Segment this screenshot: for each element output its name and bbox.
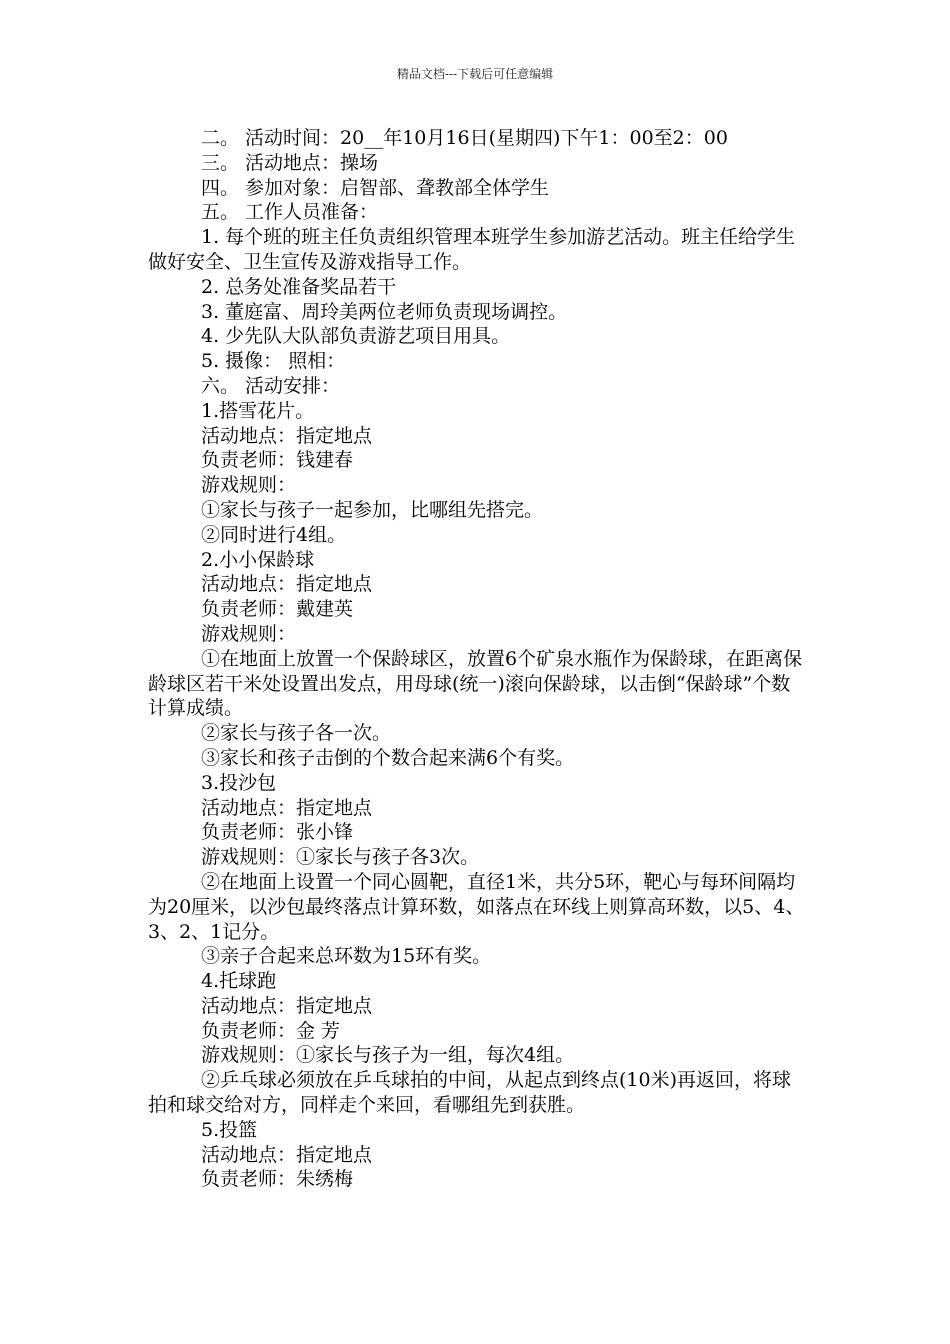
paragraph-staff-heading: 五。 工作人员准备：: [201, 201, 379, 224]
paragraph-game-3-title: 3.投沙包: [201, 771, 277, 794]
paragraph-game-3-rule-1: 游戏规则：①家长与孩子各3次。: [201, 846, 480, 869]
document-body: [148, 126, 808, 1192]
paragraph-game-1-rules-heading: 游戏规则：: [201, 474, 297, 497]
paragraph-schedule-heading: 六。 活动安排：: [201, 374, 341, 397]
paragraph-activity-location: 三。 活动地点：操场: [201, 151, 379, 174]
paragraph-game-4-rule-1: 游戏规则：①家长与孩子为一组，每次4组。: [201, 1044, 575, 1067]
paragraph-game-5-location: 活动地点：指定地点: [201, 1143, 373, 1166]
paragraph-game-1-rule-2: ②同时进行4组。: [201, 523, 347, 546]
paragraph-game-5-teacher: 负责老师：朱绣梅: [201, 1168, 354, 1191]
paragraph-staff-item-2: 2. 总务处准备奖品若干: [201, 275, 397, 298]
paragraph-game-4-rule-2: ②乒乓球必须放在乒乓球拍的中间，从起点到终点(10米)再返回，将球拍和球交给对方，同样走个来回，看哪组先到获胜。: [148, 1069, 792, 1117]
paragraph-game-2-rule-1: ①在地面上放置一个保龄球区，放置6个矿泉水瓶作为保龄球，在距离保龄球区若干米处设置出发点，用母球(统一)滚向保龄球，以击倒“保龄球”个数计算成绩。: [148, 647, 803, 720]
paragraph-game-1-teacher: 负责老师：钱建春: [201, 449, 354, 472]
paragraph-staff-item-1: 1. 每个班的班主任负责组织管理本班学生参加游艺活动。班主任给学生做好安全、卫生宣传及游戏指导工作。: [148, 226, 796, 273]
paragraph-game-2-rules-heading: 游戏规则：: [201, 622, 297, 645]
paragraph-game-2-location: 活动地点：指定地点: [201, 573, 373, 596]
paragraph-game-4-title: 4.托球跑: [201, 970, 277, 993]
paragraph-game-3-rule-2: ②在地面上设置一个同心圆靶，直径1米，共分5环，靶心与每环间隔均为20厘米，以沙包最终落点计算环数，如落点在环线上则算高环数，以5、4、3、2、1记分。: [148, 870, 805, 943]
paragraph-activity-time: 二。 活动时间：20__年10月16日(星期四)下午1：00至2：00: [201, 127, 728, 149]
paragraph-staff-item-3: 3. 董庭富、周玲美两位老师负责现场调控。: [201, 300, 568, 323]
paragraph-game-1-rule-1: ①家长与孩子一起参加，比哪组先搭完。: [201, 498, 544, 521]
paragraph-game-2-rule-3: ③家长和孩子击倒的个数合起来满6个有奖。: [201, 746, 575, 769]
paragraph-staff-item-5: 5. 摄像： 照相：: [201, 350, 346, 373]
paragraph-game-4-location: 活动地点：指定地点: [201, 994, 373, 1017]
paragraph-participants: 四。 参加对象：启智部、聋教部全体学生: [201, 176, 550, 199]
paragraph-game-1-title: 1.搭雪花片。: [201, 399, 315, 422]
paragraph-game-2-rule-2: ②家长与孩子各一次。: [201, 722, 392, 745]
paragraph-game-3-teacher: 负责老师：张小锋: [201, 821, 354, 844]
paragraph-game-2-teacher: 负责老师：戴建英: [201, 598, 354, 621]
paragraph-staff-item-4: 4. 少先队大队部负责游艺项目用具。: [201, 325, 511, 348]
page-header: 精品文档---下载后可任意编辑: [396, 67, 554, 81]
paragraph-game-1-location: 活动地点：指定地点: [201, 424, 373, 447]
paragraph-game-3-location: 活动地点：指定地点: [201, 796, 373, 819]
paragraph-game-2-title: 2.小小保龄球: [201, 548, 315, 571]
paragraph-game-5-title: 5.投篮: [201, 1118, 258, 1141]
paragraph-game-4-teacher: 负责老师：金 芳: [201, 1019, 341, 1042]
paragraph-game-3-rule-3: ③亲子合起来总环数为15环有奖。: [201, 945, 492, 968]
